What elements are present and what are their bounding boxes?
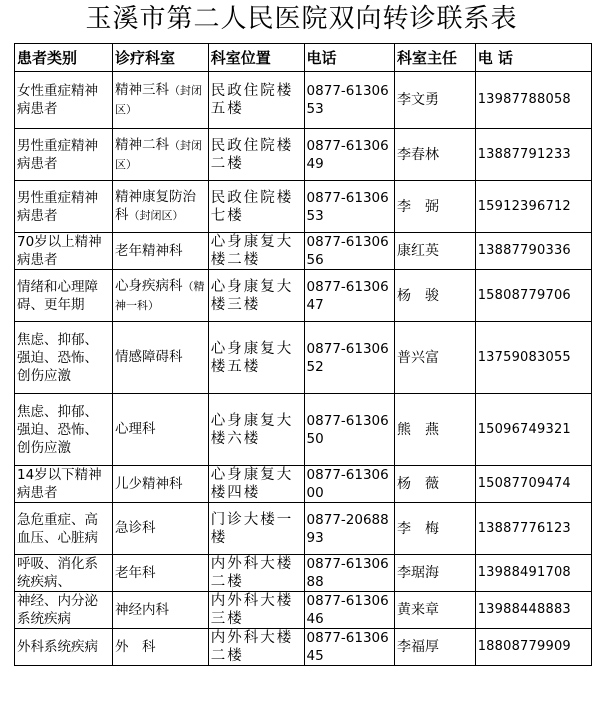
dept-cell [112, 270, 208, 322]
phone-cell-text: 13887791233 [477, 146, 571, 162]
dept-note: （封闭区） [114, 84, 202, 116]
table-row [15, 233, 592, 270]
dept-cell [112, 555, 208, 592]
category-cell-text: 急危重症、高血压、心脏病 [17, 511, 98, 546]
dept-cell-text: 心身疾病科 [114, 277, 183, 294]
header-tel: 电话 [304, 44, 394, 72]
dept-cell [112, 592, 208, 629]
location-cell [208, 322, 304, 394]
phone-cell [475, 555, 591, 592]
phone-cell [475, 466, 591, 503]
dept-cell-text: 老年科 [114, 564, 156, 581]
dept-cell [112, 233, 208, 270]
phone-cell [475, 72, 591, 129]
tel-cell [304, 466, 394, 503]
tel-cell [304, 129, 394, 181]
header-location: 科室位置 [208, 44, 304, 72]
tel-cell [304, 555, 394, 592]
phone-cell [475, 270, 591, 322]
table-row [15, 555, 592, 592]
director-cell [394, 629, 475, 666]
phone-cell-text: 18808779909 [477, 639, 571, 654]
header-category: 患者类别 [15, 44, 113, 72]
category-cell [15, 466, 113, 503]
header-director: 科室主任 [394, 44, 475, 72]
location-cell [208, 129, 304, 181]
tel-cell-text: 0877-6130646 [306, 593, 389, 627]
location-cell-text: 心身康复大楼三楼 [210, 278, 294, 313]
tel-cell-text: 0877-6130645 [306, 630, 389, 664]
dept-cell [112, 322, 208, 394]
phone-cell [475, 233, 591, 270]
tel-cell-text: 0877-6130656 [306, 234, 389, 268]
director-cell-text: 李福厚 [396, 639, 439, 655]
phone-cell [475, 592, 591, 629]
location-cell-text: 心身康复大楼五楼 [210, 340, 294, 375]
director-cell [394, 233, 475, 270]
tel-cell-text: 0877-6130650 [306, 412, 389, 447]
category-cell [15, 233, 113, 270]
category-cell-text: 14岁以下精神病患者 [17, 467, 102, 501]
location-cell-text: 心身康复大楼四楼 [210, 467, 294, 501]
category-cell [15, 592, 113, 629]
location-cell [208, 555, 304, 592]
tel-cell [304, 592, 394, 629]
phone-cell [475, 322, 591, 394]
table-row [15, 503, 592, 555]
category-cell-text: 焦虑、抑郁、强迫、恐怖、创伤应激 [17, 403, 98, 456]
dept-note: （封闭区） [114, 138, 202, 171]
location-cell-text: 民政住院楼五楼 [210, 83, 294, 117]
director-cell [394, 129, 475, 181]
tel-cell-text: 0877-6130653 [306, 83, 389, 117]
header-dept: 诊疗科室 [112, 44, 208, 72]
director-cell-text: 李文勇 [396, 92, 439, 108]
header-row [15, 44, 592, 72]
phone-cell-text: 13987788058 [477, 92, 571, 107]
tel-cell [304, 629, 394, 666]
location-cell-text: 民政住院楼七楼 [210, 189, 294, 224]
header-phone: 电 话 [475, 44, 591, 72]
phone-cell [475, 129, 591, 181]
location-cell [208, 629, 304, 666]
dept-cell [112, 394, 208, 466]
director-cell-text: 康红英 [396, 243, 439, 259]
location-cell [208, 394, 304, 466]
tel-cell-text: 0877-6130649 [306, 137, 389, 172]
tel-cell-text: 0877-6130688 [306, 556, 389, 590]
table-row [15, 322, 592, 394]
referral-table [14, 43, 592, 666]
dept-cell [112, 629, 208, 666]
location-cell [208, 181, 304, 233]
location-cell-text: 心身康复大楼二楼 [210, 234, 294, 268]
location-cell [208, 466, 304, 503]
dept-cell-text: 精神康复防治科 [114, 189, 196, 223]
table-row [15, 129, 592, 181]
table-row [15, 181, 592, 233]
dept-cell [112, 181, 208, 233]
tel-cell-text: 0877-2068893 [306, 511, 389, 546]
tel-cell-text: 0877-6130647 [306, 278, 389, 313]
tel-cell [304, 72, 394, 129]
phone-cell-text: 13887790336 [477, 243, 571, 258]
table-row [15, 592, 592, 629]
category-cell-text: 女性重症精神病患者 [17, 83, 98, 117]
location-cell-text: 内外科大楼三楼 [210, 593, 294, 627]
category-cell [15, 394, 113, 466]
category-cell [15, 181, 113, 233]
director-cell [394, 555, 475, 592]
phone-cell-text: 15912396712 [477, 198, 571, 214]
director-cell [394, 394, 475, 466]
dept-cell-text: 老年精神科 [114, 242, 183, 259]
location-cell-text: 门诊大楼一楼 [210, 511, 294, 546]
phone-cell-text: 13887776123 [477, 520, 571, 536]
category-cell [15, 503, 113, 555]
dept-cell-text: 心理科 [114, 421, 156, 437]
dept-cell-text: 外 科 [114, 638, 156, 655]
page-title: 玉溪市第二人民医院双向转诊联系表 [85, 4, 518, 34]
dept-note: （封闭区） [128, 209, 184, 222]
director-cell [394, 322, 475, 394]
dept-cell-text: 急诊科 [114, 520, 156, 536]
category-cell-text: 情绪和心理障碍、更年期 [17, 278, 98, 313]
location-cell [208, 72, 304, 129]
tel-cell [304, 394, 394, 466]
tel-cell [304, 270, 394, 322]
phone-cell [475, 394, 591, 466]
table-row [15, 629, 592, 666]
table-row [15, 466, 592, 503]
category-cell [15, 629, 113, 666]
phone-cell-text: 13988448883 [477, 602, 571, 617]
phone-cell-text: 15096749321 [477, 421, 571, 437]
dept-cell-text: 精神二科 [114, 136, 169, 153]
phone-cell-text: 13759083055 [477, 349, 571, 365]
dept-cell [112, 72, 208, 129]
director-cell-text: 黄来章 [396, 602, 439, 618]
director-cell [394, 181, 475, 233]
location-cell [208, 592, 304, 629]
table-row [15, 270, 592, 322]
category-cell-text: 70岁以上精神病患者 [17, 234, 102, 268]
table-row [15, 72, 592, 129]
location-cell [208, 233, 304, 270]
tel-cell-text: 0877-6130652 [306, 340, 389, 375]
category-cell-text: 神经、内分泌系统疾病 [17, 593, 98, 627]
dept-note: （精神一科） [114, 279, 205, 312]
category-cell [15, 322, 113, 394]
director-cell-text: 杨 骏 [396, 287, 439, 304]
dept-cell-text: 精神三科 [114, 82, 169, 98]
director-cell [394, 503, 475, 555]
category-cell-text: 焦虑、抑郁、强迫、恐怖、创伤应激 [17, 331, 98, 384]
director-cell-text: 李春林 [396, 146, 439, 163]
table-row [15, 394, 592, 466]
director-cell [394, 592, 475, 629]
director-cell-text: 杨 薇 [396, 476, 439, 492]
phone-cell [475, 503, 591, 555]
dept-cell [112, 503, 208, 555]
director-cell-text: 熊 燕 [396, 421, 439, 438]
director-cell [394, 72, 475, 129]
category-cell-text: 外科系统疾病 [17, 639, 98, 655]
category-cell [15, 129, 113, 181]
tel-cell [304, 322, 394, 394]
tel-cell-text: 0877-6130653 [306, 189, 389, 224]
director-cell [394, 466, 475, 503]
tel-cell [304, 503, 394, 555]
tel-cell [304, 233, 394, 270]
director-cell [394, 270, 475, 322]
director-cell-text: 李 梅 [396, 520, 439, 537]
dept-cell [112, 466, 208, 503]
tel-cell [304, 181, 394, 233]
location-cell-text: 内外科大楼二楼 [210, 630, 294, 664]
category-cell [15, 270, 113, 322]
tel-cell-text: 0877-6130600 [306, 467, 389, 501]
director-cell-text: 李 弼 [396, 198, 439, 215]
location-cell-text: 心身康复大楼六楼 [210, 412, 294, 447]
dept-cell-text: 儿少精神科 [114, 475, 183, 492]
category-cell-text: 男性重症精神病患者 [17, 137, 98, 172]
location-cell-text: 内外科大楼二楼 [210, 556, 294, 590]
category-cell [15, 555, 113, 592]
location-cell-text: 民政住院楼二楼 [210, 137, 294, 172]
category-cell-text: 男性重症精神病患者 [17, 189, 98, 224]
phone-cell-text: 13988491708 [477, 565, 571, 580]
director-cell-text: 普兴富 [396, 349, 439, 366]
dept-cell-text: 神经内科 [114, 601, 169, 618]
phone-cell [475, 181, 591, 233]
phone-cell-text: 15087709474 [477, 476, 571, 491]
phone-cell [475, 629, 591, 666]
dept-cell [112, 129, 208, 181]
phone-cell-text: 15808779706 [477, 287, 571, 303]
location-cell [208, 503, 304, 555]
category-cell [15, 72, 113, 129]
category-cell-text: 呼吸、消化系统疾病、 [17, 556, 98, 590]
dept-cell-text: 情感障碍科 [114, 349, 183, 365]
director-cell-text: 李琚海 [396, 565, 439, 581]
location-cell [208, 270, 304, 322]
